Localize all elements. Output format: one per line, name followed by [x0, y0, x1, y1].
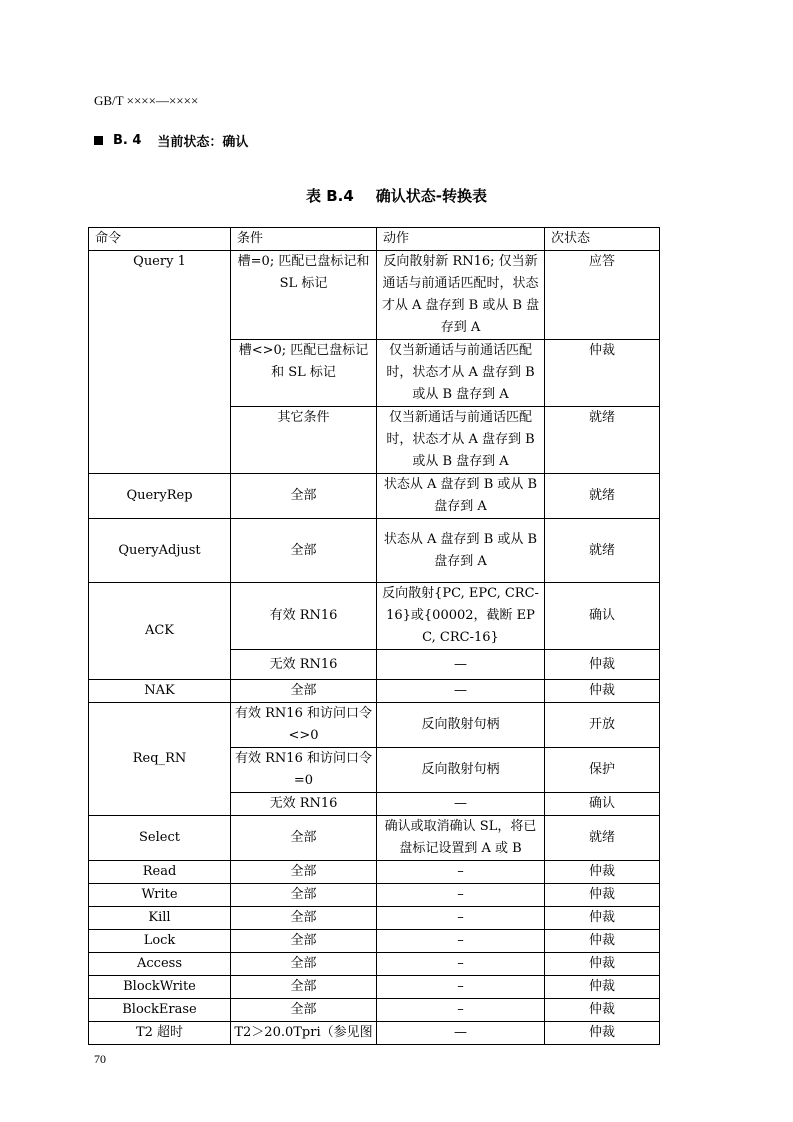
section-title: 当前状态：确认	[157, 135, 249, 150]
cell-action: —	[377, 793, 545, 816]
cell-command: Write	[89, 884, 231, 907]
cell-next-state: 就绪	[545, 816, 660, 861]
col-header-next-state: 次状态	[545, 228, 660, 251]
cell-next-state: 开放	[545, 703, 660, 748]
cell-action: –	[377, 907, 545, 930]
cell-condition: 其它条件	[231, 407, 377, 474]
cell-next-state: 仲裁	[545, 907, 660, 930]
state-transition-table	[88, 227, 660, 1045]
document-code-header: GB/T ××××—××××	[94, 93, 199, 108]
cell-action: 反向散射{PC, EPC, CRC-16}或{00002，截断 EPC, CRC-16}	[377, 583, 545, 650]
cell-command: Select	[89, 816, 231, 861]
col-header-condition: 条件	[231, 228, 377, 251]
page-number: 70	[94, 1052, 106, 1066]
cell-command: T2 超时	[89, 1022, 231, 1045]
table-number: 表 B.4	[305, 187, 354, 205]
cell-condition: 全部	[231, 474, 377, 519]
cell-condition: 槽<>0; 匹配已盘标记和 SL 标记	[231, 340, 377, 407]
table-row	[89, 907, 660, 930]
cell-next-state: 仲裁	[545, 930, 660, 953]
cell-next-state: 仲裁	[545, 884, 660, 907]
cell-action: 反向散射句柄	[377, 748, 545, 793]
cell-next-state: 仲裁	[545, 953, 660, 976]
cell-action: –	[377, 884, 545, 907]
table-row	[89, 999, 660, 1022]
table-row	[89, 1022, 660, 1045]
cell-condition: 全部	[231, 816, 377, 861]
col-header-command: 命令	[89, 228, 231, 251]
cell-condition: 槽=0; 匹配已盘标记和 SL 标记	[231, 251, 377, 340]
cell-condition: 全部	[231, 953, 377, 976]
cell-next-state: 仲裁	[545, 999, 660, 1022]
cell-action: 仅当新通话与前通话匹配时，状态才从 A 盘存到 B 或从 B 盘存到 A	[377, 340, 545, 407]
table-row	[89, 583, 660, 650]
cell-command: QueryAdjust	[89, 519, 231, 583]
table-row	[89, 953, 660, 976]
cell-command: QueryRep	[89, 474, 231, 519]
cell-condition: 全部	[231, 861, 377, 884]
cell-action: 仅当新通话与前通话匹配时，状态才从 A 盘存到 B 或从 B 盘存到 A	[377, 407, 545, 474]
table-row	[89, 976, 660, 999]
cell-condition: T2＞20.0Tpri（参见图	[231, 1022, 377, 1045]
table-row	[89, 703, 660, 748]
table-row	[89, 884, 660, 907]
cell-command: BlockErase	[89, 999, 231, 1022]
table-row	[89, 930, 660, 953]
cell-action: –	[377, 861, 545, 884]
cell-next-state: 仲裁	[545, 976, 660, 999]
cell-next-state: 仲裁	[545, 1022, 660, 1045]
table-row	[89, 474, 660, 519]
cell-condition: 全部	[231, 907, 377, 930]
cell-next-state: 应答	[545, 251, 660, 340]
table-row	[89, 861, 660, 884]
cell-command: Read	[89, 861, 231, 884]
cell-action: —	[377, 1022, 545, 1045]
cell-condition: 全部	[231, 999, 377, 1022]
cell-action: 确认或取消确认 SL，将已盘标记设置到 A 或 B	[377, 816, 545, 861]
cell-condition: 全部	[231, 976, 377, 999]
cell-next-state: 确认	[545, 793, 660, 816]
cell-condition: 全部	[231, 884, 377, 907]
table-row	[89, 251, 660, 340]
cell-condition: 有效 RN16	[231, 583, 377, 650]
cell-action: –	[377, 976, 545, 999]
table-row	[89, 680, 660, 703]
cell-action: —	[377, 680, 545, 703]
cell-command: Query 1	[89, 251, 231, 474]
cell-command: NAK	[89, 680, 231, 703]
cell-action: 状态从 A 盘存到 B 或从 B 盘存到 A	[377, 519, 545, 583]
cell-condition: 无效 RN16	[231, 650, 377, 680]
cell-next-state: 仲裁	[545, 340, 660, 407]
cell-condition: 全部	[231, 680, 377, 703]
cell-condition: 有效 RN16 和访问口令<>0	[231, 703, 377, 748]
col-header-action: 动作	[377, 228, 545, 251]
cell-condition: 无效 RN16	[231, 793, 377, 816]
cell-next-state: 确认	[545, 583, 660, 650]
cell-condition: 全部	[231, 930, 377, 953]
section-number: B. 4	[113, 133, 142, 148]
cell-action: –	[377, 953, 545, 976]
cell-next-state: 保护	[545, 748, 660, 793]
bullet-square-icon	[94, 136, 103, 145]
cell-command: Lock	[89, 930, 231, 953]
cell-next-state: 仲裁	[545, 861, 660, 884]
cell-action: 状态从 A 盘存到 B 或从 B 盘存到 A	[377, 474, 545, 519]
cell-action: —	[377, 650, 545, 680]
table-header-row	[89, 228, 660, 251]
table-title	[0, 185, 793, 206]
cell-action: 反向散射新 RN16; 仅当新通话与前通话匹配时，状态才从 A 盘存到 B 或从 B 盘存到 A	[377, 251, 545, 340]
cell-condition: 有效 RN16 和访问口令=0	[231, 748, 377, 793]
cell-condition: 全部	[231, 519, 377, 583]
cell-action: 反向散射句柄	[377, 703, 545, 748]
cell-command: BlockWrite	[89, 976, 231, 999]
cell-command: Req_RN	[89, 703, 231, 816]
section-heading	[94, 131, 248, 150]
table-row	[89, 816, 660, 861]
table-name: 确认状态-转换表	[375, 187, 488, 205]
cell-next-state: 仲裁	[545, 680, 660, 703]
cell-command: ACK	[89, 583, 231, 680]
cell-next-state: 就绪	[545, 519, 660, 583]
cell-command: Access	[89, 953, 231, 976]
cell-next-state: 就绪	[545, 407, 660, 474]
cell-next-state: 就绪	[545, 474, 660, 519]
cell-command: Kill	[89, 907, 231, 930]
cell-action: –	[377, 930, 545, 953]
cell-next-state: 仲裁	[545, 650, 660, 680]
cell-action: –	[377, 999, 545, 1022]
table-row	[89, 519, 660, 583]
